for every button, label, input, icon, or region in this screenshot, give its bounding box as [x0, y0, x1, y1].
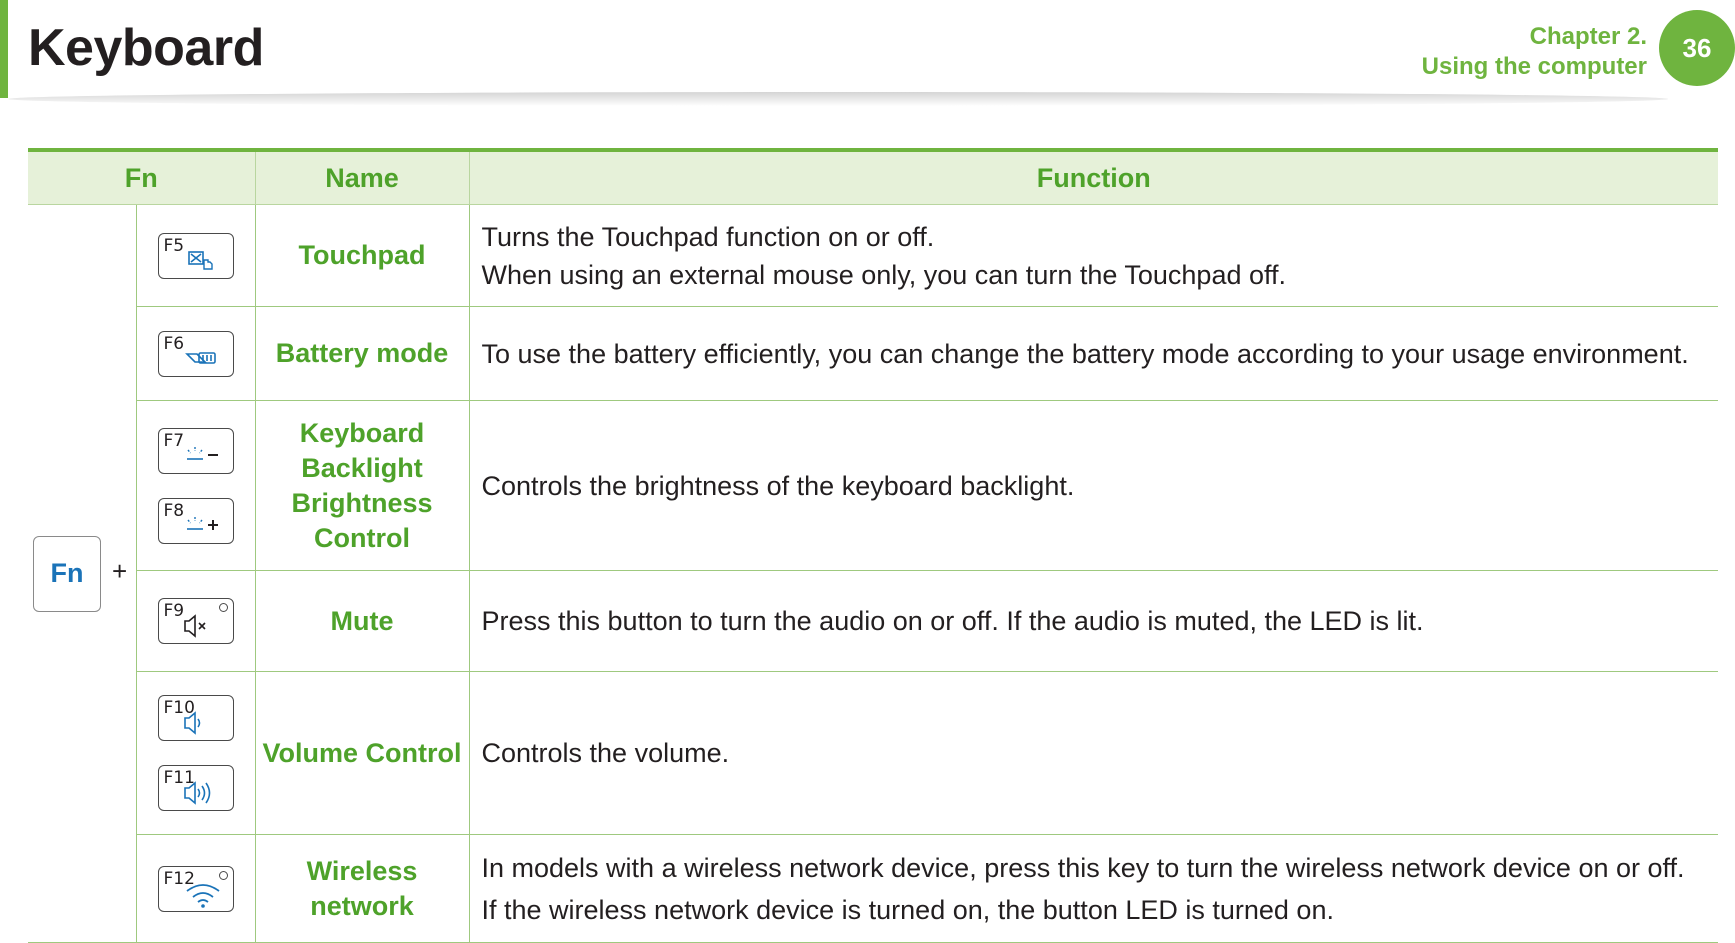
key-f6 — [158, 331, 234, 377]
function-description — [469, 571, 1718, 672]
key-label: F6 — [163, 333, 185, 354]
table-header-row — [28, 150, 1718, 205]
table-row — [28, 205, 1718, 307]
function-name: Keyboard Backlight Brightness Control — [255, 401, 469, 571]
key-f10 — [158, 695, 234, 741]
function-description — [469, 835, 1718, 943]
page-number-badge: 36 — [1659, 10, 1735, 86]
key-f7 — [158, 428, 234, 474]
key-f9 — [158, 598, 234, 644]
table-row — [28, 672, 1718, 835]
description-line: Controls the volume. — [481, 738, 730, 768]
fn-key: Fn — [33, 536, 101, 612]
key-cell — [136, 835, 255, 943]
header-divider — [8, 92, 1668, 106]
key-cell — [136, 672, 255, 835]
backlight-up-icon — [183, 513, 223, 541]
key-label: F7 — [163, 430, 185, 451]
key-label: F11 — [163, 768, 195, 788]
key-label: F10 — [163, 698, 195, 718]
key-label: F8 — [163, 500, 185, 521]
plus-sign: + — [112, 555, 128, 586]
description-line: When using an external mouse only, you can turn the Touchpad off. — [481, 259, 1287, 290]
function-description — [469, 672, 1718, 835]
key-label: F9 — [163, 601, 185, 621]
table-row — [28, 401, 1718, 571]
description-line: In models with a wireless network device, press this key to turn the wireless network device on or off. — [481, 852, 1685, 883]
key-cell — [136, 205, 255, 307]
page-title: Keyboard — [28, 19, 264, 77]
column-header-fn: Fn — [28, 150, 255, 205]
key-f8 — [158, 498, 234, 544]
table-row — [28, 307, 1718, 401]
function-description — [469, 307, 1718, 401]
description-line: If the wireless network device is turned on, the button LED is turned on. — [481, 894, 1334, 925]
volume-down-icon — [183, 710, 223, 738]
key-f5 — [158, 233, 234, 279]
fn-key-table — [28, 148, 1718, 943]
key-cell — [136, 571, 255, 672]
header-accent-bar — [0, 0, 8, 98]
backlight-down-icon — [183, 443, 223, 471]
chapter-label — [1422, 22, 1647, 82]
key-f11 — [158, 765, 234, 811]
table-row — [28, 571, 1718, 672]
function-description — [469, 205, 1718, 307]
description-line: To use the battery efficiently, you can change the battery mode according to your usage environment. — [481, 338, 1689, 369]
key-label: F5 — [163, 235, 185, 256]
description-line: Press this button to turn the audio on or off. If the audio is muted, the LED is lit. — [481, 606, 1424, 636]
touchpad-off-icon — [183, 248, 223, 276]
description-line: Turns the Touchpad function on or off. — [481, 221, 935, 252]
battery-hand-icon — [183, 346, 223, 374]
column-header-function: Function — [469, 150, 1718, 205]
key-cell — [136, 401, 255, 571]
function-name: Volume Control — [255, 672, 469, 835]
function-name: Wireless network — [255, 835, 469, 943]
function-name: Touchpad — [255, 205, 469, 307]
key-f12 — [158, 866, 234, 912]
fn-combo-cell — [28, 205, 136, 943]
function-name: Battery mode — [255, 307, 469, 401]
key-cell — [136, 307, 255, 401]
volume-up-icon — [183, 780, 223, 808]
table-row — [28, 835, 1718, 943]
led-indicator-icon — [219, 871, 228, 880]
function-name: Mute — [255, 571, 469, 672]
column-header-name: Name — [255, 150, 469, 205]
wireless-icon — [183, 881, 223, 909]
function-description — [469, 401, 1718, 571]
description-line: Controls the brightness of the keyboard backlight. — [481, 470, 1075, 501]
chapter-number: Chapter 2. — [1529, 23, 1647, 50]
mute-icon — [183, 613, 223, 641]
led-indicator-icon — [219, 603, 228, 612]
key-label: F12 — [163, 868, 195, 889]
chapter-title: Using the computer — [1421, 53, 1647, 80]
